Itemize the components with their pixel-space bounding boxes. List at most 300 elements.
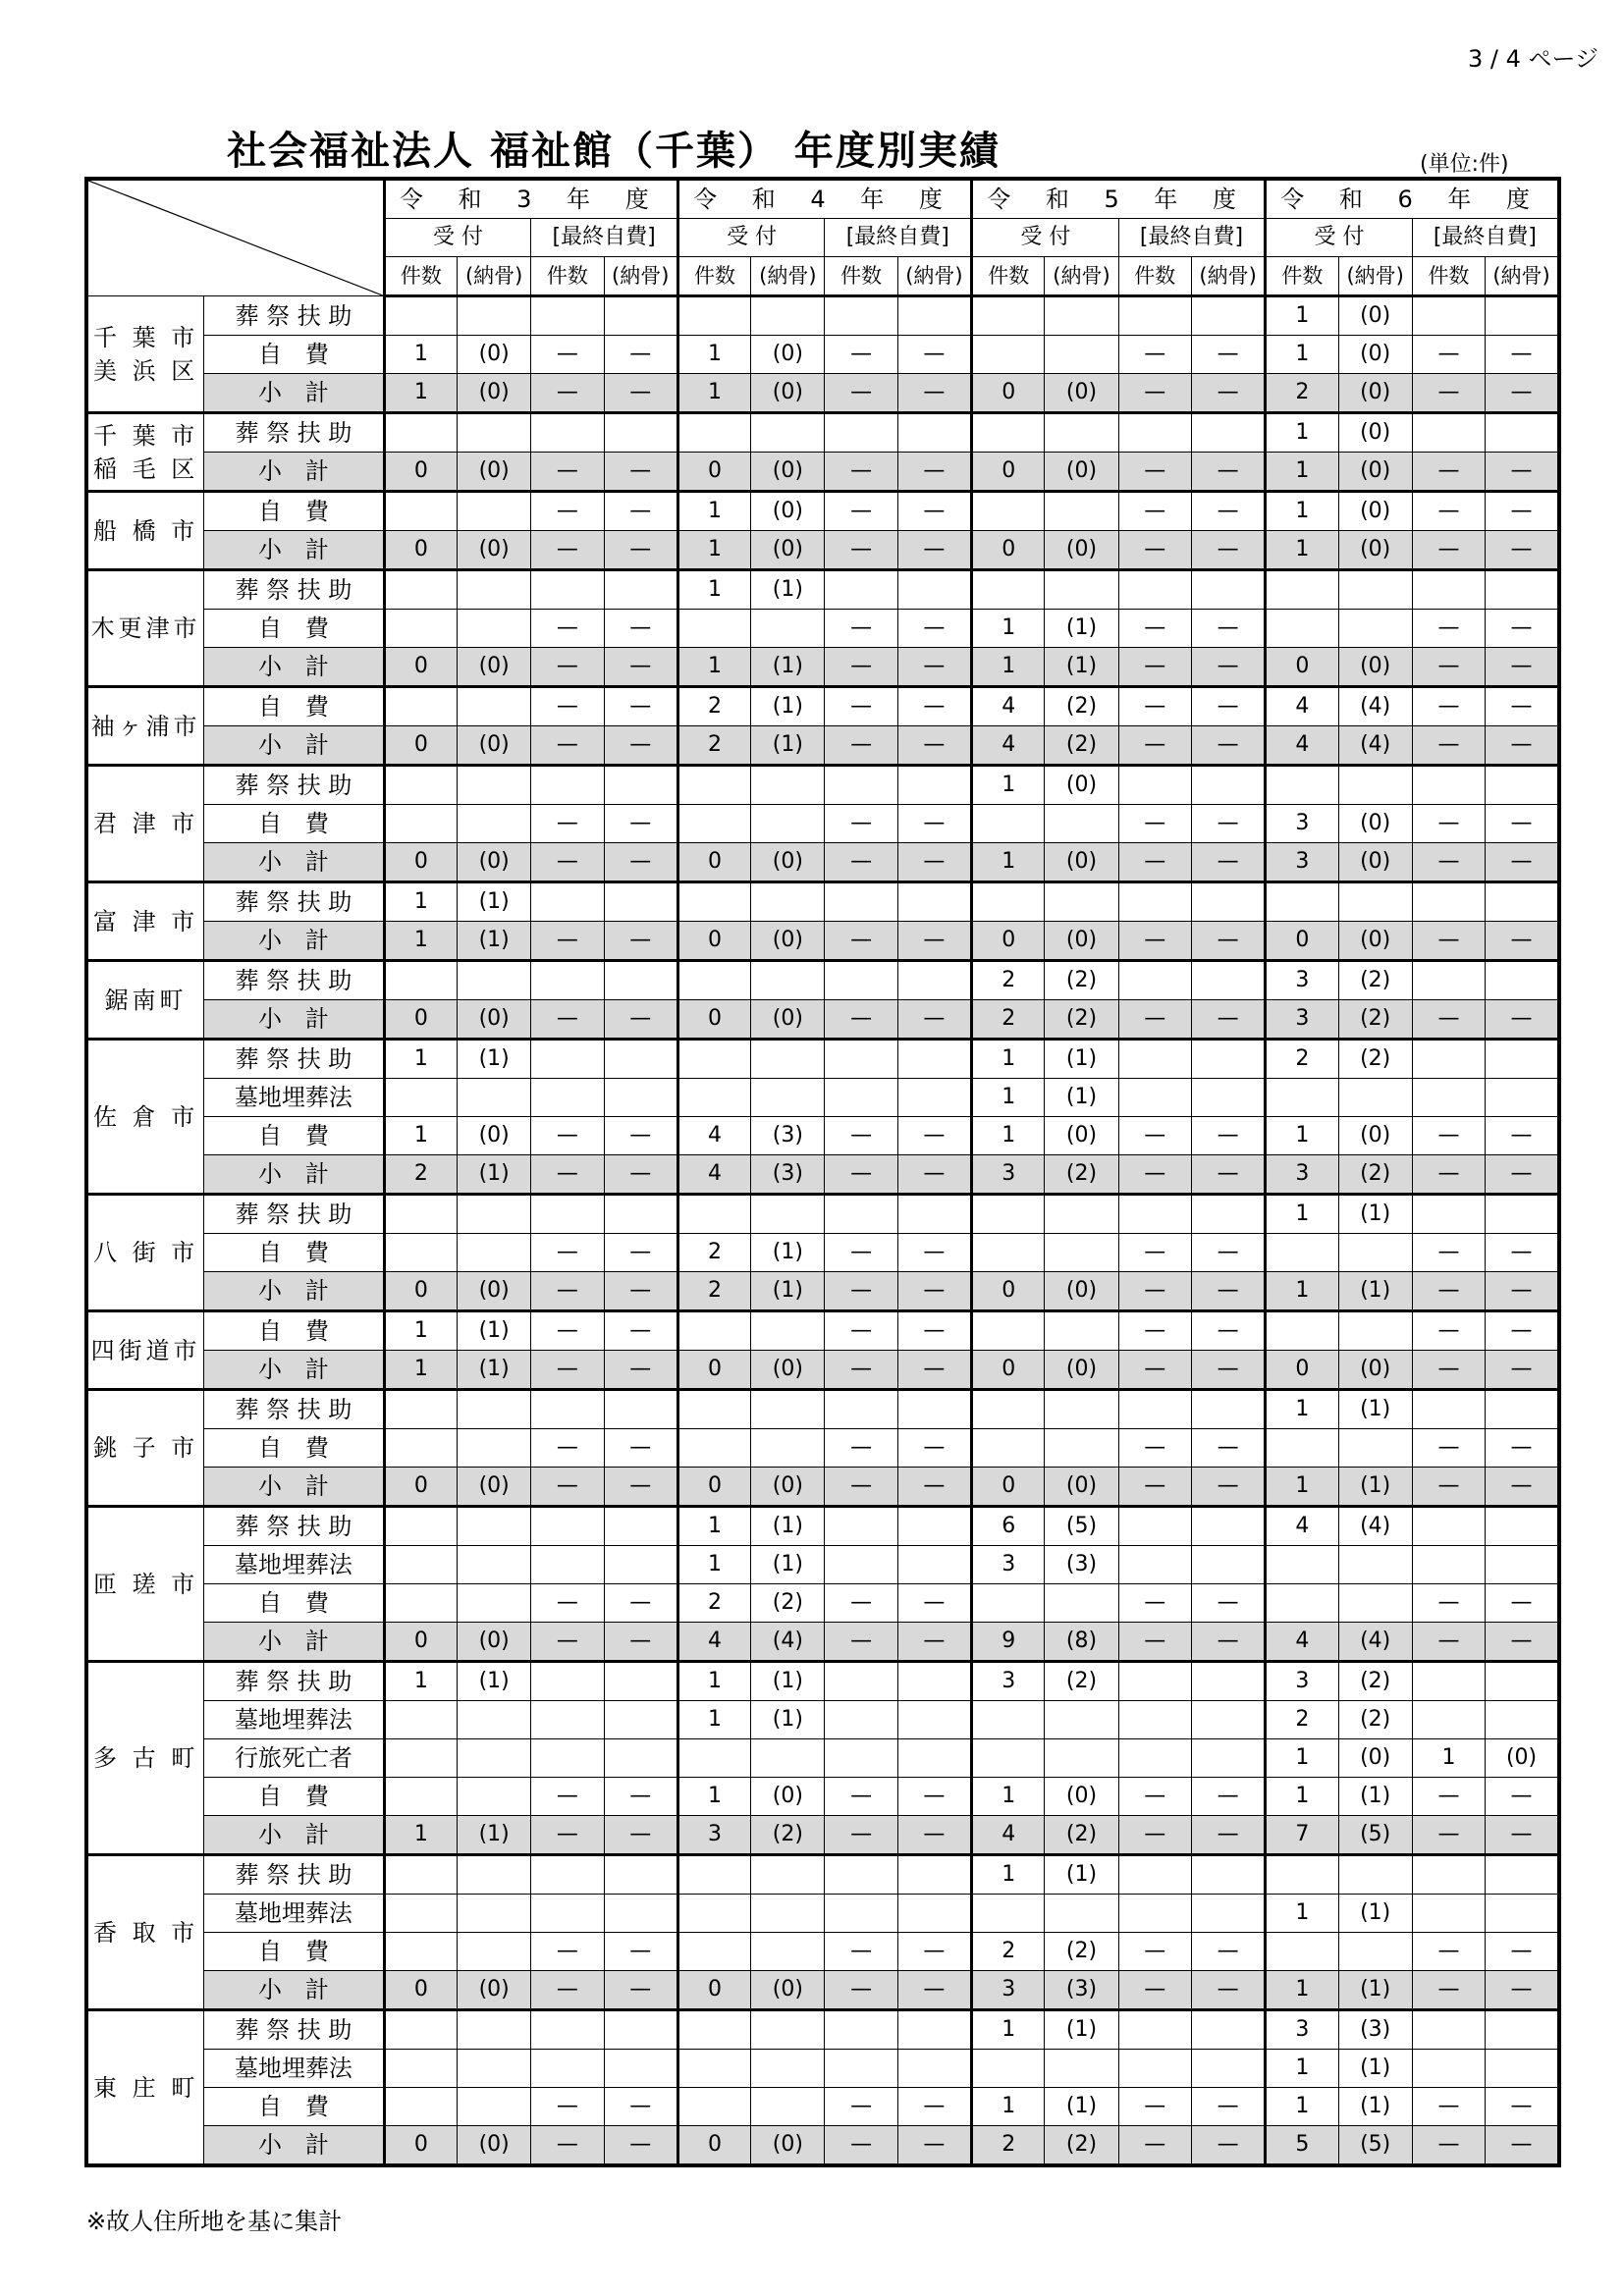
subtotal-row (86, 1000, 1559, 1040)
count-cell (1412, 882, 1485, 922)
count-cell: 2 (972, 961, 1045, 1000)
interment-cell: (0) (1338, 648, 1412, 687)
count-cell: — (1118, 1468, 1191, 1507)
count-cell: — (531, 1429, 604, 1468)
location-cell: 銚 子 市 (86, 1390, 204, 1507)
interment-cell (604, 1895, 677, 1933)
interment-cell (1191, 2050, 1265, 2088)
interment-cell (897, 2050, 971, 2088)
count-cell: 1 (972, 1079, 1045, 1117)
interment-cell: — (1486, 374, 1559, 413)
interment-cell: — (897, 805, 971, 843)
count-cell (825, 570, 897, 610)
count-cell: 1 (384, 922, 457, 961)
interment-cell (458, 1429, 531, 1468)
count-cell: — (531, 1351, 604, 1390)
interment-cell: — (604, 2126, 677, 2166)
interment-cell (1191, 2010, 1265, 2050)
count-header: 件数 (384, 257, 457, 296)
count-cell: 1 (972, 1855, 1045, 1895)
interment-cell: — (897, 492, 971, 531)
category-cell: 墓地埋葬法 (204, 1546, 385, 1584)
table-row (86, 1933, 1559, 1971)
count-cell: — (1412, 2126, 1485, 2166)
count-cell (677, 1079, 750, 1117)
interment-cell (604, 766, 677, 805)
interment-cell: (0) (458, 531, 531, 570)
count-cell: — (825, 2088, 897, 2126)
interment-cell: (1) (458, 882, 531, 922)
subtotal-row (86, 726, 1559, 766)
table-row (86, 2088, 1559, 2126)
interment-cell: — (604, 492, 677, 531)
count-cell (1412, 1701, 1485, 1739)
interment-cell: — (604, 726, 677, 766)
interment-cell: — (1191, 1933, 1265, 1971)
count-cell: 0 (677, 453, 750, 492)
interment-cell (751, 1390, 825, 1429)
count-cell (531, 1195, 604, 1234)
interment-cell (458, 1895, 531, 1933)
interment-cell (604, 570, 677, 610)
count-cell: — (825, 336, 897, 374)
interment-cell: (1) (458, 1662, 531, 1701)
interment-cell: — (604, 1000, 677, 1040)
interment-cell (1338, 1546, 1412, 1584)
count-cell: 1 (384, 336, 457, 374)
count-cell (531, 1701, 604, 1739)
interment-cell (897, 1855, 971, 1895)
count-cell: — (531, 1816, 604, 1855)
interment-cell: (1) (1338, 1390, 1412, 1429)
interment-cell: — (1191, 1429, 1265, 1468)
category-cell: 小 計 (204, 453, 385, 492)
interment-cell (1191, 296, 1265, 336)
count-cell: — (825, 1584, 897, 1623)
table-row (86, 1662, 1559, 1701)
interment-cell (458, 1079, 531, 1117)
count-cell (1118, 413, 1191, 453)
count-cell: — (825, 1311, 897, 1351)
count-cell: 1 (677, 1507, 750, 1546)
count-cell (677, 610, 750, 648)
count-cell: 1 (972, 648, 1045, 687)
count-cell: — (531, 1623, 604, 1662)
count-cell (972, 1390, 1045, 1429)
count-cell (1266, 1855, 1338, 1895)
interment-cell: (2) (1338, 1155, 1412, 1195)
category-cell: 小 計 (204, 531, 385, 570)
count-cell: — (1118, 374, 1191, 413)
category-cell: 葬 祭 扶 助 (204, 961, 385, 1000)
count-cell: — (1118, 492, 1191, 531)
count-cell: — (825, 1816, 897, 1855)
interment-cell: — (1191, 1155, 1265, 1195)
category-cell: 墓地埋葬法 (204, 1895, 385, 1933)
count-cell (384, 1429, 457, 1468)
category-cell: 自 費 (204, 805, 385, 843)
count-cell (1118, 296, 1191, 336)
interment-cell: — (1486, 843, 1559, 882)
interment-cell: (0) (1045, 531, 1118, 570)
count-cell (677, 2010, 750, 2050)
count-cell (1412, 766, 1485, 805)
interment-cell (751, 1195, 825, 1234)
interment-cell: (0) (458, 2126, 531, 2166)
count-cell: — (825, 1971, 897, 2010)
count-cell (384, 1079, 457, 1117)
category-cell: 自 費 (204, 687, 385, 726)
interment-cell (751, 1040, 825, 1079)
interment-cell: (0) (751, 922, 825, 961)
count-cell (531, 570, 604, 610)
interment-cell: (0) (751, 374, 825, 413)
count-cell (825, 1855, 897, 1895)
count-cell: 3 (972, 1546, 1045, 1584)
count-cell (1412, 961, 1485, 1000)
count-cell (384, 2088, 457, 2126)
count-cell: 1 (1266, 1195, 1338, 1234)
count-cell (677, 1429, 750, 1468)
table-row (86, 961, 1559, 1000)
count-cell: — (1412, 1234, 1485, 1272)
interment-cell: (1) (751, 687, 825, 726)
interment-cell: (0) (751, 531, 825, 570)
count-cell (1412, 2010, 1485, 2050)
interment-cell (1338, 766, 1412, 805)
count-cell: 0 (1266, 922, 1338, 961)
interment-cell: (0) (1045, 922, 1118, 961)
count-cell: — (1118, 1816, 1191, 1855)
interment-cell: — (897, 1933, 971, 1971)
interment-cell (458, 961, 531, 1000)
count-cell (825, 1195, 897, 1234)
interment-cell: — (604, 453, 677, 492)
category-cell: 小 計 (204, 726, 385, 766)
interment-cell (604, 1507, 677, 1546)
count-cell (677, 413, 750, 453)
count-cell: — (825, 610, 897, 648)
count-cell (531, 413, 604, 453)
count-cell: 1 (1266, 1971, 1338, 2010)
count-cell (972, 2050, 1045, 2088)
interment-cell (1191, 1701, 1265, 1739)
interment-cell: (1) (1045, 1040, 1118, 1079)
interment-cell: (1) (751, 1546, 825, 1584)
count-cell (531, 296, 604, 336)
interment-cell: (0) (1045, 1272, 1118, 1311)
interment-cell: — (897, 1584, 971, 1623)
category-cell: 自 費 (204, 1311, 385, 1351)
interment-cell (1338, 1855, 1412, 1895)
interment-cell: (0) (1338, 413, 1412, 453)
count-cell (384, 610, 457, 648)
count-cell (1118, 570, 1191, 610)
interment-cell: (1) (1045, 2088, 1118, 2126)
category-cell: 自 費 (204, 1933, 385, 1971)
interment-cell: (0) (1338, 296, 1412, 336)
interment-cell: — (604, 531, 677, 570)
subtotal-row (86, 453, 1559, 492)
interment-cell: (0) (751, 492, 825, 531)
category-cell: 自 費 (204, 1429, 385, 1468)
count-cell: 1 (384, 1311, 457, 1351)
count-cell: — (825, 1778, 897, 1816)
interment-cell: (0) (751, 1971, 825, 2010)
count-cell (972, 1195, 1045, 1234)
table-row (86, 413, 1559, 453)
interment-cell (1045, 1895, 1118, 1933)
count-cell: — (825, 922, 897, 961)
diagonal-corner-cell (86, 179, 384, 296)
count-cell: — (1118, 2126, 1191, 2166)
count-cell: — (825, 1933, 897, 1971)
interment-cell (458, 492, 531, 531)
interment-cell: (1) (751, 726, 825, 766)
count-cell (384, 1234, 457, 1272)
count-cell: — (1412, 805, 1485, 843)
interment-cell: (1) (1045, 2010, 1118, 2050)
count-cell: — (1412, 610, 1485, 648)
interment-cell (458, 1855, 531, 1895)
interment-cell (1045, 296, 1118, 336)
count-cell (677, 1855, 750, 1895)
interment-cell: (0) (751, 843, 825, 882)
count-header: 件数 (1412, 257, 1485, 296)
count-cell (972, 882, 1045, 922)
interment-cell (604, 1079, 677, 1117)
count-cell: — (1118, 610, 1191, 648)
category-cell: 葬 祭 扶 助 (204, 766, 385, 805)
count-header: 件数 (531, 257, 604, 296)
interment-cell (458, 1584, 531, 1623)
interment-cell: — (1486, 1468, 1559, 1507)
interment-cell: (0) (751, 1778, 825, 1816)
interment-cell: (1) (1045, 648, 1118, 687)
category-cell: 葬 祭 扶 助 (204, 413, 385, 453)
count-cell (384, 1701, 457, 1739)
interment-cell (751, 2010, 825, 2050)
count-cell (677, 766, 750, 805)
count-cell: 1 (1266, 413, 1338, 453)
interment-cell: (1) (1338, 1272, 1412, 1311)
count-cell (1412, 1390, 1485, 1429)
received-header: 受 付 (972, 219, 1119, 257)
count-cell (384, 1195, 457, 1234)
count-cell (531, 961, 604, 1000)
interment-cell (1191, 1507, 1265, 1546)
count-cell: — (1412, 1933, 1485, 1971)
interment-cell: (5) (1338, 1816, 1412, 1855)
count-cell: 1 (1266, 531, 1338, 570)
count-cell: 4 (677, 1117, 750, 1155)
count-cell: — (825, 1234, 897, 1272)
subtotal-row (86, 2126, 1559, 2166)
interment-cell (1191, 1390, 1265, 1429)
interment-cell: (1) (1338, 1971, 1412, 2010)
interment-cell: (8) (1045, 1623, 1118, 1662)
count-cell (384, 2010, 457, 2050)
interment-cell: (0) (1045, 843, 1118, 882)
interment-cell (1191, 1662, 1265, 1701)
interment-cell: (1) (1338, 1468, 1412, 1507)
table-row (86, 805, 1559, 843)
count-cell (972, 336, 1045, 374)
interment-cell: (0) (458, 453, 531, 492)
count-cell: 0 (384, 531, 457, 570)
count-cell (1266, 1546, 1338, 1584)
results-table (84, 177, 1561, 2167)
count-cell: 4 (677, 1623, 750, 1662)
count-cell (531, 1895, 604, 1933)
location-cell: 船 橋 市 (86, 492, 204, 570)
interment-cell: — (1191, 1468, 1265, 1507)
count-cell: — (1118, 1155, 1191, 1195)
count-cell: 1 (1266, 1468, 1338, 1507)
count-cell (1118, 1546, 1191, 1584)
count-cell (972, 1429, 1045, 1468)
interment-cell (458, 1234, 531, 1272)
interment-cell: (0) (1338, 492, 1412, 531)
subtotal-row (86, 922, 1559, 961)
footnote: ※故人住所地を基に集計 (86, 2208, 343, 2235)
category-cell: 自 費 (204, 1584, 385, 1623)
count-cell (531, 1855, 604, 1895)
category-cell: 墓地埋葬法 (204, 2050, 385, 2088)
interment-cell: (2) (1338, 1662, 1412, 1701)
count-cell (1266, 610, 1338, 648)
interment-cell (1191, 1195, 1265, 1234)
count-cell: — (1118, 531, 1191, 570)
count-cell: 4 (972, 1816, 1045, 1855)
interment-cell (1045, 1311, 1118, 1351)
interment-cell: — (1486, 1816, 1559, 1855)
interment-cell (897, 1507, 971, 1546)
interment-cell (604, 413, 677, 453)
count-cell: 1 (384, 882, 457, 922)
count-cell (531, 1507, 604, 1546)
year-header: 令 和 3 年 度 (384, 179, 677, 219)
interment-cell (458, 1933, 531, 1971)
count-cell: 2 (972, 1000, 1045, 1040)
interment-cell: — (604, 648, 677, 687)
interment-cell: — (1486, 922, 1559, 961)
count-cell: — (1118, 1234, 1191, 1272)
interment-cell: (2) (1045, 1933, 1118, 1971)
interment-cell: — (604, 1272, 677, 1311)
interment-cell (897, 1390, 971, 1429)
interment-cell: — (1191, 1584, 1265, 1623)
location-cell: 多 古 町 (86, 1662, 204, 1855)
count-cell: — (825, 531, 897, 570)
interment-cell (897, 882, 971, 922)
interment-cell: (0) (751, 336, 825, 374)
interment-cell (604, 2010, 677, 2050)
interment-cell (1191, 1895, 1265, 1933)
interment-cell (897, 1701, 971, 1739)
interment-cell: — (897, 648, 971, 687)
count-cell (1118, 1390, 1191, 1429)
interment-cell (604, 1662, 677, 1701)
count-cell: — (1118, 1971, 1191, 2010)
interment-cell (604, 1739, 677, 1778)
interment-cell (1191, 1739, 1265, 1778)
table-row (86, 1390, 1559, 1429)
count-cell (1266, 570, 1338, 610)
count-cell (972, 413, 1045, 453)
interment-cell: (0) (458, 726, 531, 766)
interment-cell: (2) (1045, 1155, 1118, 1195)
interment-cell: (0) (458, 336, 531, 374)
interment-cell (1191, 1855, 1265, 1895)
count-cell: 1 (972, 2010, 1045, 2050)
interment-cell (1486, 570, 1559, 610)
count-cell (825, 1079, 897, 1117)
count-cell: 1 (677, 492, 750, 531)
count-cell (825, 1701, 897, 1739)
interment-cell: — (897, 1429, 971, 1468)
category-cell: 小 計 (204, 1155, 385, 1195)
count-cell (677, 1895, 750, 1933)
interment-cell: — (604, 1155, 677, 1195)
count-cell: — (1412, 1816, 1485, 1855)
count-cell: 0 (972, 531, 1045, 570)
count-cell (1412, 1662, 1485, 1701)
count-cell (677, 1739, 750, 1778)
interment-cell: (3) (1045, 1546, 1118, 1584)
count-cell (384, 570, 457, 610)
interment-cell: — (897, 1311, 971, 1351)
count-cell: 1 (1266, 336, 1338, 374)
count-header: 件数 (1266, 257, 1338, 296)
subtotal-row (86, 1816, 1559, 1855)
interment-cell: (0) (458, 1000, 531, 1040)
interment-cell (1486, 2010, 1559, 2050)
interment-cell: (0) (458, 374, 531, 413)
interment-cell: (0) (458, 1971, 531, 2010)
interment-cell (897, 961, 971, 1000)
table-header (86, 179, 1559, 296)
count-cell: — (1412, 1468, 1485, 1507)
interment-cell: (0) (458, 843, 531, 882)
category-cell: 小 計 (204, 1971, 385, 2010)
count-cell: — (1118, 805, 1191, 843)
count-cell (1266, 1933, 1338, 1971)
count-cell (384, 1390, 457, 1429)
count-cell (972, 1234, 1045, 1272)
count-cell: 1 (384, 1117, 457, 1155)
count-cell: 6 (972, 1507, 1045, 1546)
count-cell: — (531, 1311, 604, 1351)
interment-cell: — (1191, 1000, 1265, 1040)
count-cell: 1 (1266, 2088, 1338, 2126)
interment-cell (1045, 1195, 1118, 1234)
interment-cell: (1) (751, 648, 825, 687)
interment-cell: — (897, 1468, 971, 1507)
interment-cell: (0) (751, 1351, 825, 1390)
interment-cell: (5) (1045, 1507, 1118, 1546)
category-cell: 墓地埋葬法 (204, 1079, 385, 1117)
count-cell (384, 296, 457, 336)
interment-cell (751, 1311, 825, 1351)
interment-cell: — (1486, 1429, 1559, 1468)
interment-cell (604, 1195, 677, 1234)
interment-cell: (1) (1338, 2088, 1412, 2126)
count-cell (1266, 1311, 1338, 1351)
count-cell: — (825, 1468, 897, 1507)
interment-cell (1045, 492, 1118, 531)
location-cell: 君 津 市 (86, 766, 204, 882)
